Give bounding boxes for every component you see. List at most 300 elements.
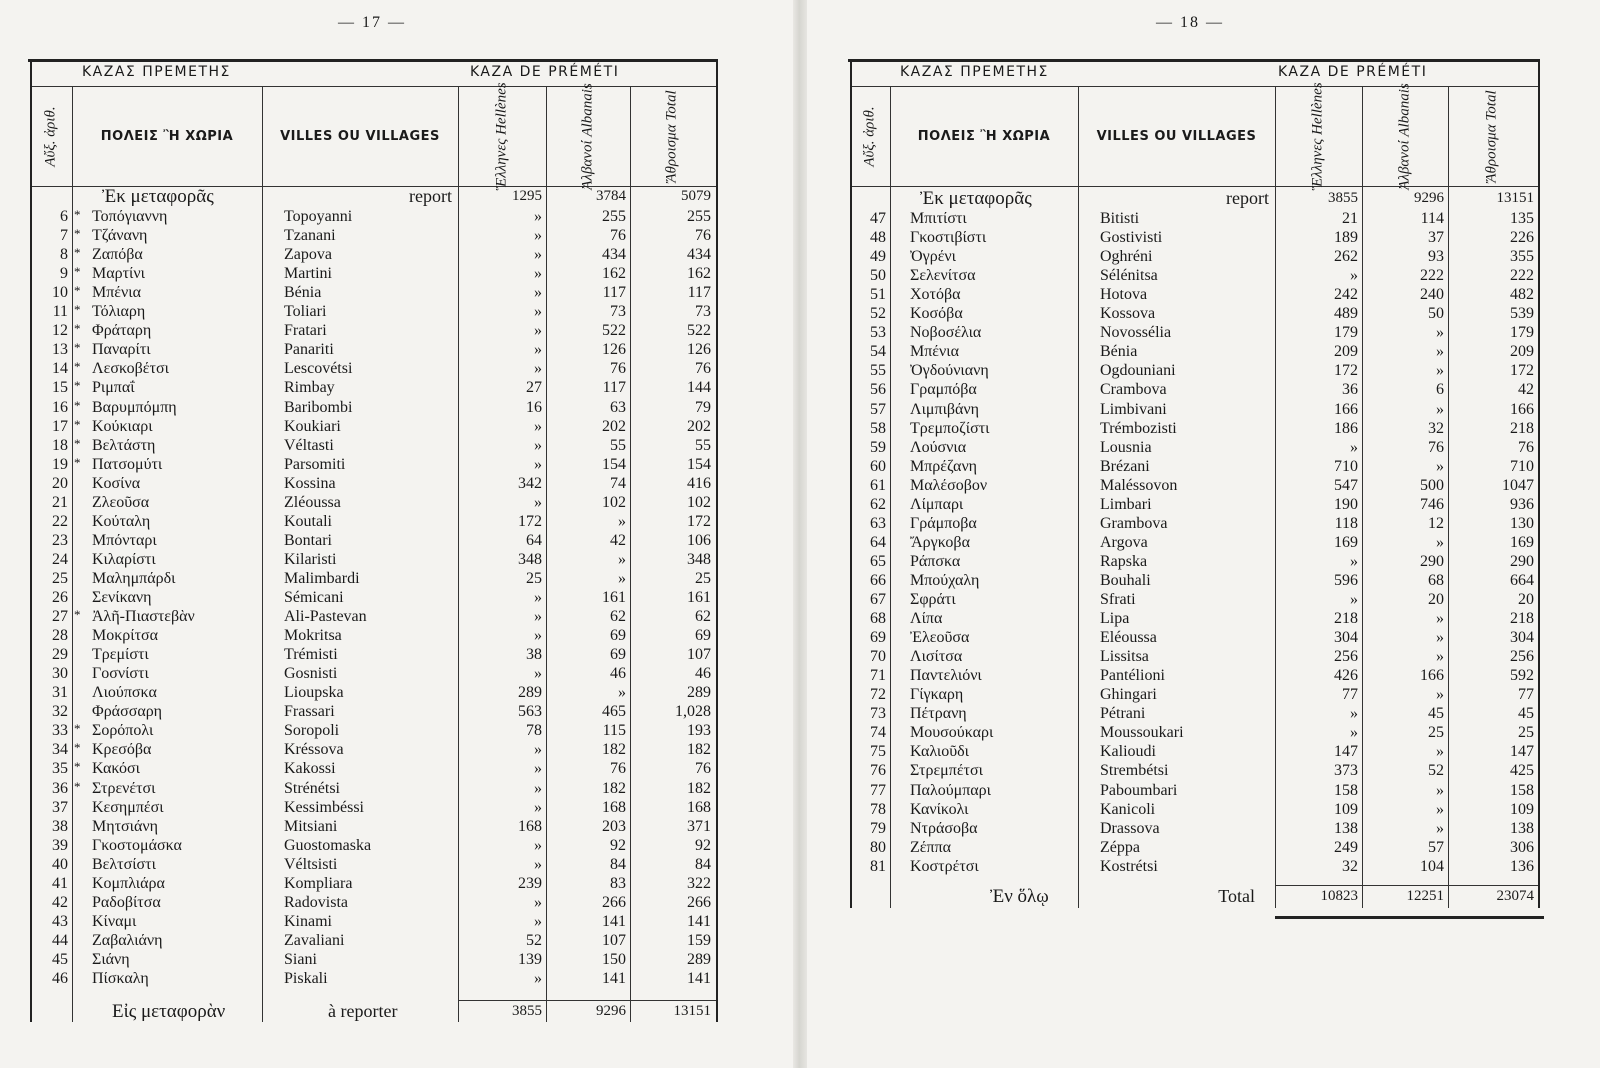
footer-albanais: 9296 bbox=[596, 1003, 626, 1019]
row-total: 106 bbox=[687, 531, 711, 549]
table-row bbox=[0, 626, 800, 645]
row-total: 416 bbox=[687, 474, 711, 492]
table-row bbox=[0, 931, 800, 950]
row-albanais: 20 bbox=[1428, 591, 1444, 608]
header-divider bbox=[850, 86, 1538, 87]
row-number: 33 bbox=[52, 722, 68, 740]
row-number: 81 bbox=[870, 857, 886, 875]
row-albanais: » bbox=[1436, 343, 1444, 361]
row-albanais: 76 bbox=[1428, 438, 1444, 456]
kaza-title-greek: ΚΑΖΑΣ ΠΡΕΜΕΤΗΣ bbox=[900, 64, 1049, 80]
row-number: 22 bbox=[52, 512, 68, 530]
row-number: 14 bbox=[52, 360, 68, 378]
row-number: 53 bbox=[870, 324, 886, 342]
row-name-french: Panariti bbox=[284, 341, 334, 359]
row-total: 290 bbox=[1510, 552, 1534, 570]
row-hellenes: » bbox=[1350, 724, 1358, 742]
row-name-greek: Ζέππα bbox=[910, 838, 952, 856]
row-asterisk: * bbox=[74, 721, 81, 737]
row-hellenes: 342 bbox=[518, 474, 542, 492]
row-number: 50 bbox=[870, 267, 886, 285]
row-number: 63 bbox=[870, 514, 886, 532]
table-row bbox=[800, 438, 1600, 457]
report-hellenes: 1295 bbox=[512, 188, 542, 204]
row-hellenes: » bbox=[534, 855, 542, 873]
row-name-french: Kilaristi bbox=[284, 550, 337, 568]
row-hellenes: » bbox=[1350, 267, 1358, 285]
row-albanais: 290 bbox=[1420, 552, 1444, 570]
top-rule bbox=[848, 59, 1540, 62]
row-name-french: Sémicani bbox=[284, 589, 344, 606]
table-row bbox=[0, 417, 800, 436]
row-number: 76 bbox=[870, 762, 886, 780]
row-name-greek: Νοβοσέλια bbox=[910, 324, 982, 342]
row-albanais: 92 bbox=[610, 836, 626, 854]
row-albanais: 465 bbox=[602, 703, 626, 721]
row-name-greek: Μουσούκαρι bbox=[910, 724, 994, 742]
row-hellenes: » bbox=[534, 284, 542, 302]
book-gutter bbox=[793, 0, 807, 1068]
kaza-title-french: KAZA DE PRÉMÉTI bbox=[470, 64, 620, 80]
row-hellenes: » bbox=[1350, 705, 1358, 723]
row-albanais: 6 bbox=[1436, 381, 1444, 399]
row-total: 266 bbox=[687, 893, 711, 911]
header-towns-french-label: VILLES OU VILLAGES bbox=[1096, 128, 1257, 144]
row-hellenes: 179 bbox=[1334, 324, 1358, 342]
row-hellenes: » bbox=[1350, 438, 1358, 456]
table-row bbox=[0, 893, 800, 912]
row-number: 78 bbox=[870, 800, 886, 818]
header-divider bbox=[30, 86, 716, 87]
table-row bbox=[0, 531, 800, 550]
row-name-french: Brézani bbox=[1100, 457, 1150, 475]
row-total: 76 bbox=[695, 360, 711, 378]
row-number: 57 bbox=[870, 400, 886, 418]
row-albanais: 37 bbox=[1428, 229, 1444, 247]
row-number: 6 bbox=[60, 208, 68, 225]
row-albanais: » bbox=[1436, 362, 1444, 380]
table-row bbox=[0, 474, 800, 493]
row-hellenes: » bbox=[534, 627, 542, 645]
row-hellenes: » bbox=[534, 608, 542, 626]
row-total: 46 bbox=[695, 665, 711, 683]
row-number: 13 bbox=[52, 341, 68, 359]
row-total: 25 bbox=[695, 569, 711, 587]
row-name-french: Hotova bbox=[1100, 286, 1148, 304]
row-name-french: Radovista bbox=[284, 893, 348, 911]
row-number: 29 bbox=[52, 646, 68, 664]
row-albanais: 522 bbox=[602, 322, 626, 340]
footer-total: 13151 bbox=[673, 1003, 711, 1019]
row-asterisk: * bbox=[74, 245, 81, 261]
row-name-french: Ali-Pastevan bbox=[284, 608, 367, 626]
header-albanais bbox=[1362, 82, 1448, 190]
row-name-french: Crambova bbox=[1100, 381, 1167, 399]
row-name-greek: Ντράσοβα bbox=[910, 819, 978, 837]
row-hellenes: 27 bbox=[526, 379, 542, 397]
row-total: 289 bbox=[687, 950, 711, 968]
row-albanais: 154 bbox=[602, 455, 626, 473]
table-row bbox=[800, 723, 1600, 742]
row-name-french: Frassari bbox=[284, 703, 335, 721]
row-asterisk: * bbox=[74, 397, 81, 413]
row-hellenes: » bbox=[534, 341, 542, 359]
row-total: 158 bbox=[1510, 781, 1534, 799]
row-albanais: » bbox=[1436, 629, 1444, 647]
row-number: 19 bbox=[52, 455, 68, 473]
row-number: 24 bbox=[52, 550, 68, 568]
header-serial-number bbox=[30, 90, 72, 182]
table-row bbox=[0, 702, 800, 721]
row-name-greek: Γράμποβα bbox=[910, 514, 977, 532]
row-hellenes: » bbox=[534, 417, 542, 435]
row-name-greek: Λούσνια bbox=[910, 438, 967, 456]
row-name-french: Gostivisti bbox=[1100, 229, 1163, 247]
row-name-greek: Λίμπαρι bbox=[910, 495, 964, 513]
row-albanais: 25 bbox=[1428, 724, 1444, 742]
table-row bbox=[800, 400, 1600, 419]
row-total: 55 bbox=[695, 436, 711, 454]
row-hellenes: » bbox=[534, 741, 542, 759]
row-total: 592 bbox=[1510, 667, 1534, 685]
row-number: 26 bbox=[52, 589, 68, 606]
row-number: 16 bbox=[52, 398, 68, 416]
row-name-french: Zavaliani bbox=[284, 931, 345, 949]
row-asterisk: * bbox=[74, 740, 81, 756]
row-name-french: Trémisti bbox=[284, 646, 338, 664]
row-number: 25 bbox=[52, 569, 68, 587]
table-row bbox=[0, 683, 800, 702]
row-hellenes: » bbox=[534, 208, 542, 225]
row-albanais: 68 bbox=[1428, 571, 1444, 589]
row-name-french: Siani bbox=[284, 950, 317, 968]
row-albanais: 168 bbox=[602, 798, 626, 816]
row-name-french: Parsomiti bbox=[284, 455, 346, 473]
row-name-greek: Σελενίτσα bbox=[910, 267, 976, 285]
row-name-greek: Γίγκαρη bbox=[910, 686, 964, 704]
row-name-greek: Ἄργκοβα bbox=[910, 533, 970, 551]
row-hellenes: 168 bbox=[518, 817, 542, 835]
row-hellenes: 242 bbox=[1334, 286, 1358, 304]
row-name-french: Lescovétsi bbox=[284, 360, 353, 378]
table-row bbox=[0, 493, 800, 512]
row-name-french: Véltsisti bbox=[284, 855, 338, 873]
header-towns-french bbox=[262, 90, 458, 182]
row-hellenes: » bbox=[534, 265, 542, 283]
table-row bbox=[800, 476, 1600, 495]
row-total: 144 bbox=[687, 379, 711, 397]
row-number: 73 bbox=[870, 705, 886, 723]
row-name-greek: Πίσκαλη bbox=[92, 970, 149, 987]
row-number: 39 bbox=[52, 836, 68, 854]
row-name-french: Bouhali bbox=[1100, 571, 1151, 589]
table-row bbox=[0, 226, 800, 245]
report-label-french: report bbox=[1226, 188, 1269, 208]
row-name-greek: Βελτσίστι bbox=[92, 855, 156, 873]
row-name-french: Eléoussa bbox=[1100, 629, 1157, 647]
row-name-french: Lissitsa bbox=[1100, 648, 1149, 666]
row-albanais: » bbox=[1436, 648, 1444, 666]
row-total: 166 bbox=[1510, 400, 1534, 418]
row-albanais: 255 bbox=[602, 208, 626, 225]
header-hellenes-label: Ἕλληνες Hellènes bbox=[1310, 81, 1326, 191]
row-name-french: Grambova bbox=[1100, 514, 1168, 532]
table-row bbox=[800, 838, 1600, 857]
row-albanais: » bbox=[1436, 781, 1444, 799]
row-hellenes: 16 bbox=[526, 398, 542, 416]
table-row bbox=[800, 857, 1600, 876]
row-albanais: 83 bbox=[610, 874, 626, 892]
table-row bbox=[0, 798, 800, 817]
table-row bbox=[0, 550, 800, 569]
row-number: 56 bbox=[870, 381, 886, 399]
row-number: 28 bbox=[52, 627, 68, 645]
table-row bbox=[800, 266, 1600, 285]
row-hellenes: 189 bbox=[1334, 229, 1358, 247]
footer-total: 23074 bbox=[1496, 888, 1534, 904]
footer-albanais: 12251 bbox=[1406, 888, 1444, 904]
row-number: 40 bbox=[52, 855, 68, 873]
row-name-greek: Κούταλη bbox=[92, 512, 151, 530]
row-number: 72 bbox=[870, 686, 886, 704]
row-asterisk: * bbox=[74, 264, 81, 280]
table-row bbox=[0, 950, 800, 969]
table-row bbox=[800, 457, 1600, 476]
row-name-french: Soropoli bbox=[284, 722, 340, 740]
row-name-french: Limbivani bbox=[1100, 400, 1167, 418]
row-albanais: 746 bbox=[1420, 495, 1444, 513]
row-number: 43 bbox=[52, 912, 68, 930]
row-total: 92 bbox=[695, 836, 711, 854]
row-hellenes: 426 bbox=[1334, 667, 1358, 685]
row-number: 54 bbox=[870, 343, 886, 361]
table-row bbox=[0, 436, 800, 455]
row-albanais: 50 bbox=[1428, 305, 1444, 323]
row-total: 348 bbox=[687, 550, 711, 568]
row-albanais: 117 bbox=[602, 379, 626, 397]
footer-divider bbox=[1275, 885, 1538, 886]
row-name-french: Pantélioni bbox=[1100, 667, 1165, 685]
row-total: 172 bbox=[1510, 362, 1534, 380]
report-label-greek: Ἐκ μεταφορᾶς bbox=[920, 188, 1032, 209]
row-number: 44 bbox=[52, 931, 68, 949]
row-number: 10 bbox=[52, 284, 68, 302]
row-name-french: Kossova bbox=[1100, 305, 1156, 323]
table-row bbox=[0, 569, 800, 588]
row-name-greek: Ἀλῆ-Πιαστεβὰν bbox=[92, 608, 195, 626]
row-albanais: 84 bbox=[610, 855, 626, 873]
table-row bbox=[800, 285, 1600, 304]
row-hellenes: » bbox=[534, 436, 542, 454]
table-row bbox=[800, 514, 1600, 533]
row-name-french: Véltasti bbox=[284, 436, 334, 454]
row-name-french: Kessimbéssi bbox=[284, 798, 364, 816]
row-name-greek: Βαρυμπόμπη bbox=[92, 398, 177, 416]
row-total: 168 bbox=[687, 798, 711, 816]
row-albanais: 32 bbox=[1428, 419, 1444, 437]
row-name-french: Kalioudi bbox=[1100, 743, 1156, 761]
row-name-greek: Γκοστιβίστι bbox=[910, 229, 987, 247]
row-total: 102 bbox=[687, 493, 711, 511]
row-name-french: Kakossi bbox=[284, 760, 336, 778]
footer-row bbox=[0, 1002, 800, 1024]
row-name-greek: Τόλιαρη bbox=[92, 303, 146, 321]
row-hellenes: » bbox=[534, 303, 542, 321]
report-total: 5079 bbox=[681, 188, 711, 204]
row-albanais: 57 bbox=[1428, 838, 1444, 856]
row-hellenes: 262 bbox=[1334, 248, 1358, 266]
row-hellenes: » bbox=[534, 589, 542, 606]
header-hellenes-label: Ἕλληνες Hellènes bbox=[493, 81, 510, 191]
row-hellenes: 710 bbox=[1334, 457, 1358, 475]
row-total: 255 bbox=[687, 208, 711, 225]
row-asterisk: * bbox=[74, 778, 81, 794]
row-total: 179 bbox=[1510, 324, 1534, 342]
row-albanais: » bbox=[1436, 324, 1444, 342]
row-hellenes: 348 bbox=[518, 550, 542, 568]
table-row bbox=[800, 495, 1600, 514]
header-hellenes bbox=[1275, 81, 1362, 191]
row-name-french: Bénia bbox=[284, 284, 322, 302]
row-albanais: » bbox=[1436, 819, 1444, 837]
row-total: 202 bbox=[687, 417, 711, 435]
row-number: 17 bbox=[52, 417, 68, 435]
row-hellenes: 289 bbox=[518, 684, 542, 702]
row-total: 218 bbox=[1510, 610, 1534, 628]
row-albanais: 102 bbox=[602, 493, 626, 511]
table-row bbox=[800, 781, 1600, 800]
row-name-greek: Λιούπσκα bbox=[92, 684, 157, 702]
footer-hellenes: 10823 bbox=[1320, 888, 1358, 904]
row-total: 522 bbox=[687, 322, 711, 340]
table-row bbox=[800, 419, 1600, 438]
row-albanais: 12 bbox=[1428, 514, 1444, 532]
row-albanais: 203 bbox=[602, 817, 626, 835]
row-albanais: » bbox=[618, 550, 626, 568]
row-name-greek: Λισίτσα bbox=[910, 648, 963, 666]
row-number: 68 bbox=[870, 610, 886, 628]
row-total: 77 bbox=[1518, 686, 1534, 704]
row-number: 12 bbox=[52, 322, 68, 340]
row-number: 21 bbox=[52, 493, 68, 511]
row-hellenes: 190 bbox=[1334, 495, 1358, 513]
row-name-greek: Σιάνη bbox=[92, 950, 130, 968]
row-hellenes: » bbox=[534, 798, 542, 816]
footer-label-greek: Εἰς μεταφορὰν bbox=[112, 1001, 226, 1022]
row-hellenes: 78 bbox=[526, 722, 542, 740]
row-name-greek: Κοσόβα bbox=[910, 305, 963, 323]
row-name-french: Martini bbox=[284, 265, 332, 283]
row-asterisk: * bbox=[74, 207, 81, 222]
row-total: 161 bbox=[687, 589, 711, 606]
report-albanais: 9296 bbox=[1414, 190, 1444, 206]
row-name-french: Paboumbari bbox=[1100, 781, 1178, 799]
row-hellenes: » bbox=[1350, 552, 1358, 570]
row-albanais: 63 bbox=[610, 398, 626, 416]
row-name-greek: Φράσσαρη bbox=[92, 703, 163, 721]
report-row bbox=[800, 189, 1600, 209]
row-total: 193 bbox=[687, 722, 711, 740]
row-name-greek: Μπρέζανη bbox=[910, 457, 978, 475]
table-row bbox=[0, 759, 800, 778]
row-hellenes: » bbox=[534, 970, 542, 987]
row-name-french: Bontari bbox=[284, 531, 332, 549]
row-asterisk: * bbox=[74, 359, 81, 375]
row-number: 48 bbox=[870, 229, 886, 247]
row-name-greek: Φράταρη bbox=[92, 322, 152, 340]
row-albanais: » bbox=[1436, 743, 1444, 761]
row-albanais: 202 bbox=[602, 417, 626, 435]
row-total: 130 bbox=[1510, 514, 1534, 532]
table-row bbox=[0, 740, 800, 759]
table-row bbox=[0, 779, 800, 798]
row-name-french: Kréssova bbox=[284, 741, 344, 759]
row-hellenes: » bbox=[534, 322, 542, 340]
row-albanais: 73 bbox=[610, 303, 626, 321]
row-total: 84 bbox=[695, 855, 711, 873]
row-total: 1,028 bbox=[675, 703, 711, 721]
row-name-greek: Κομπλιάρα bbox=[92, 874, 165, 892]
row-number: 60 bbox=[870, 457, 886, 475]
row-asterisk: * bbox=[74, 378, 81, 394]
row-total: 45 bbox=[1518, 705, 1534, 723]
row-number: 69 bbox=[870, 629, 886, 647]
header-towns-greek-label: ΠΟΛΕΙΣ Ἢ ΧΩΡΙΑ bbox=[100, 128, 234, 144]
row-hellenes: 373 bbox=[1334, 762, 1358, 780]
row-name-french: Kostrétsi bbox=[1100, 857, 1158, 875]
table-row bbox=[800, 742, 1600, 761]
row-number: 23 bbox=[52, 531, 68, 549]
row-hellenes: 25 bbox=[526, 569, 542, 587]
row-hellenes: » bbox=[534, 455, 542, 473]
row-name-greek: Κούκιαρι bbox=[92, 417, 153, 435]
row-asterisk: * bbox=[74, 283, 81, 299]
row-total: 76 bbox=[1518, 438, 1534, 456]
row-number: 49 bbox=[870, 248, 886, 266]
table-row bbox=[800, 380, 1600, 399]
total-double-rule bbox=[1275, 916, 1544, 919]
table-row bbox=[800, 800, 1600, 819]
row-name-french: Oghréni bbox=[1100, 248, 1153, 266]
row-hellenes: 249 bbox=[1334, 838, 1358, 856]
row-albanais: 52 bbox=[1428, 762, 1444, 780]
row-asterisk: * bbox=[74, 435, 81, 451]
table-row bbox=[0, 512, 800, 531]
table-row bbox=[0, 321, 800, 340]
row-name-french: Toliari bbox=[284, 303, 327, 321]
table-row bbox=[800, 704, 1600, 723]
row-albanais: » bbox=[1436, 533, 1444, 551]
footer-divider bbox=[458, 1000, 716, 1001]
row-albanais: 266 bbox=[602, 893, 626, 911]
row-asterisk: * bbox=[74, 226, 81, 242]
row-albanais: 222 bbox=[1420, 267, 1444, 285]
header-albanais bbox=[546, 82, 630, 190]
row-name-greek: Ζαπόβα bbox=[92, 246, 143, 264]
row-hellenes: » bbox=[534, 227, 542, 245]
row-asterisk: * bbox=[74, 454, 81, 470]
header-towns-greek bbox=[890, 90, 1078, 182]
kaza-title-greek: ΚΑΖΑΣ ΠΡΕΜΕΤΗΣ bbox=[82, 64, 231, 80]
row-number: 52 bbox=[870, 305, 886, 323]
row-hellenes: 109 bbox=[1334, 800, 1358, 818]
row-total: 218 bbox=[1510, 419, 1534, 437]
row-number: 36 bbox=[52, 779, 68, 797]
row-albanais: 46 bbox=[610, 665, 626, 683]
row-number: 45 bbox=[52, 950, 68, 968]
row-name-greek: Μπούχαλη bbox=[910, 571, 980, 589]
footer-hellenes: 3855 bbox=[512, 1003, 542, 1019]
